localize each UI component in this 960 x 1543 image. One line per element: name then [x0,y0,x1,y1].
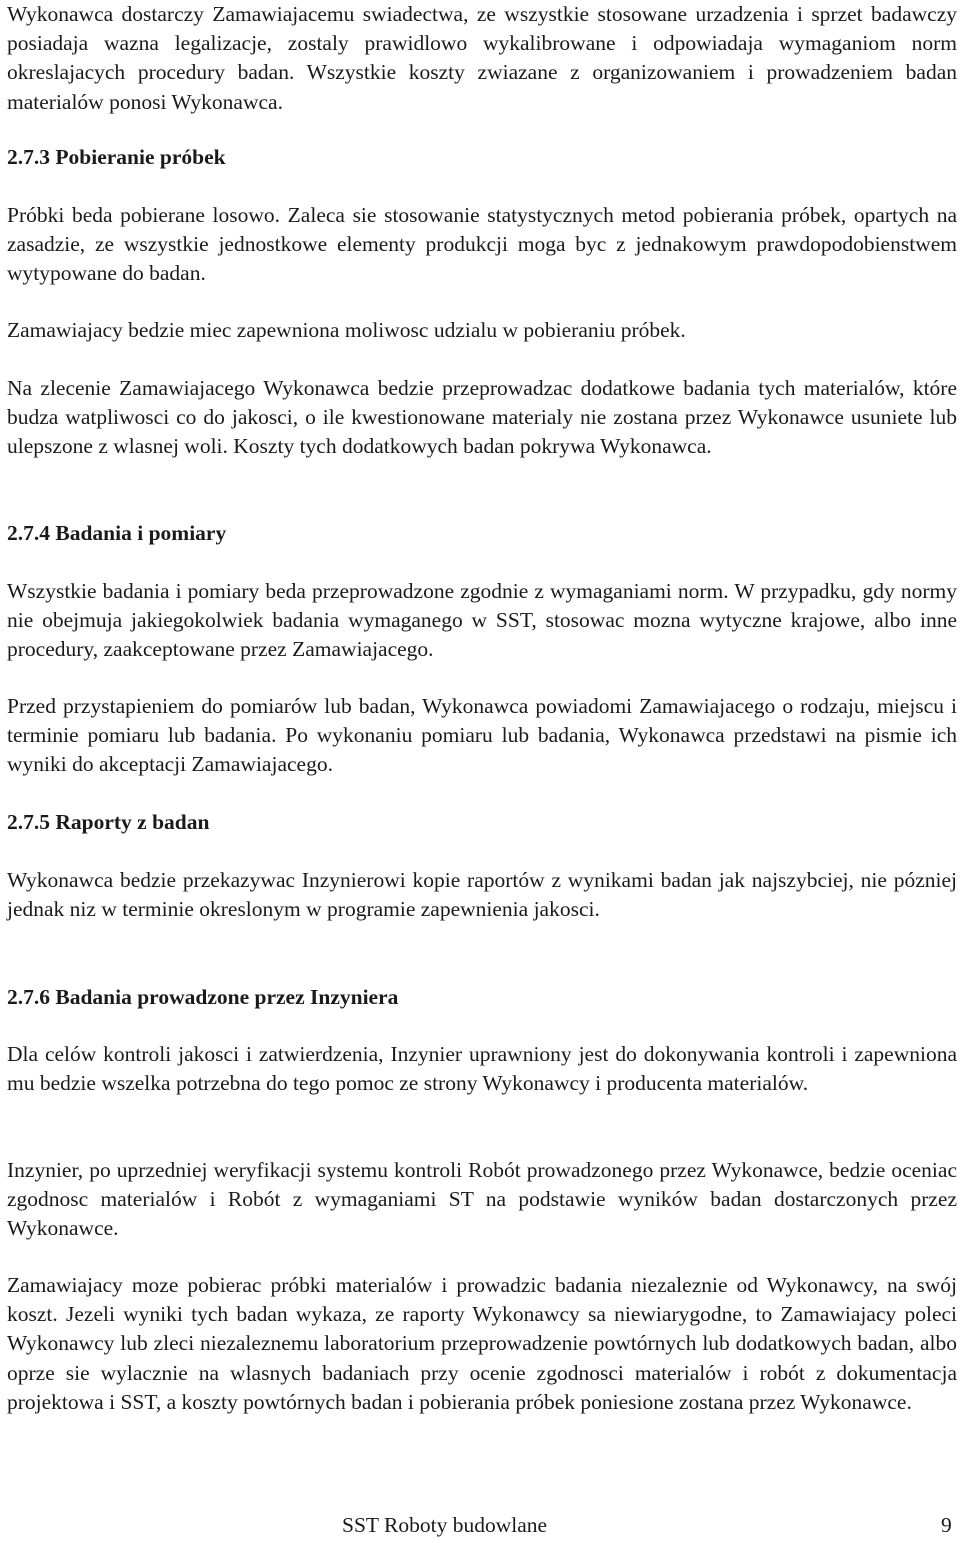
paragraph-sampling-participation: Zamawiajacy bedzie miec zapewniona moliwosc udzialu w pobieraniu próbek. [7,318,686,342]
paragraph-engineer-control: Dla celów kontroli jakosci i zatwierdzenia, Inzynier uprawniony jest do dokonywania kontroli i zapewniona mu bedzie wszelka potrzebna do tego pomoc ze strony Wykonawcy i producenta materialów. [7,1042,957,1096]
paragraph-reports: Wykonawca bedzie przekazywac Inzynierowi kopie raportów z wynikami badan jak najszybciej, nie pózniej jednak niz w terminie okreslonym w programie zapewnienia jakosci. [7,868,957,922]
heading-2-7-3: 2.7.3 Pobieranie próbek [7,145,226,169]
heading-2-7-4: 2.7.4 Badania i pomiary [7,521,227,545]
paragraph-equipment-certificates: Wykonawca dostarczy Zamawiajacemu swiadectwa, ze wszystkie stosowane urzadzenia i sprzet badawczy posiadaja wazna legalizacje, zostaly prawidlowo wykalibrowane i odpowiadaja wymaganiom norm okreslajacych procedury badan. Wszystkie koszty zwiazane z organizowaniem i prowadzeniem badan materialów ponosi Wykonawca. [7,2,957,114]
footer-title: SST Roboty budowlane [342,1513,548,1537]
paragraph-additional-tests: Na zlecenie Zamawiajacego Wykonawca bedzie przeprowadzac dodatkowe badania tych materialów, które budza watpliwosci co do jakosci, o ile kwestionowane materialy nie zostana przez Wykonawce usuniete lub ulepszone z wlasnej woli. Koszty tych dodatkowych badan pokrywa Wykonawca. [7,376,957,459]
document-page [7,0,957,1543]
paragraph-sampling-random: Próbki beda pobierane losowo. Zaleca sie stosowanie statystycznych metod pobierania próbek, opartych na zasadzie, ze wszystkie jednostkowe elementy produkcji moga byc z jednakowym prawdopodobienstwem wytypowane do badan. [7,203,957,286]
heading-2-7-6: 2.7.6 Badania prowadzone przez Inzyniera [7,985,399,1009]
footer-page-number: 9 [941,1513,952,1537]
paragraph-tests-notification: Przed przystapieniem do pomiarów lub badan, Wykonawca powiadomi Zamawiajacego o rodzaju, miejscu i terminie pomiaru lub badania. Po wykonaniu pomiaru lub badania, Wykonawca przedstawi na pismie ich wyniki do akceptacji Zamawiajacego. [7,694,957,777]
paragraph-engineer-assessment: Inzynier, po uprzedniej weryfikacji systemu kontroli Robót prowadzonego przez Wykonawce, bedzie oceniac zgodnosc materialów i Robót z wymaganiami ST na podstawie wyników badan dostarczonych przez Wykonawce. [7,1158,957,1241]
heading-2-7-5: 2.7.5 Raporty z badan [7,810,210,834]
paragraph-client-independent-tests: Zamawiajacy moze pobierac próbki materialów i prowadzic badania niezaleznie od Wykonawcy, na swój koszt. Jezeli wyniki tych badan wykaza, ze raporty Wykonawcy sa niewiarygodne, to Zamawiajacy poleci Wykonawcy lub zleci niezaleznemu laboratorium przeprowadzenie powtórnych lub dodatkowych badan, albo oprze sie wylacznie na wlasnych badaniach przy ocenie zgodnosci materialów i robót z dokumentacja projektowa i SST, a koszty powtórnych badan i pobierania próbek poniesione zostana przez Wykonawce. [7,1273,957,1414]
paragraph-tests-norms: Wszystkie badania i pomiary beda przeprowadzone zgodnie z wymaganiami norm. W przypadku, gdy normy nie obejmuja jakiegokolwiek badania wymaganego w SST, stosowac mozna wytyczne krajowe, albo inne procedury, zaakceptowane przez Zamawiajacego. [7,579,957,662]
